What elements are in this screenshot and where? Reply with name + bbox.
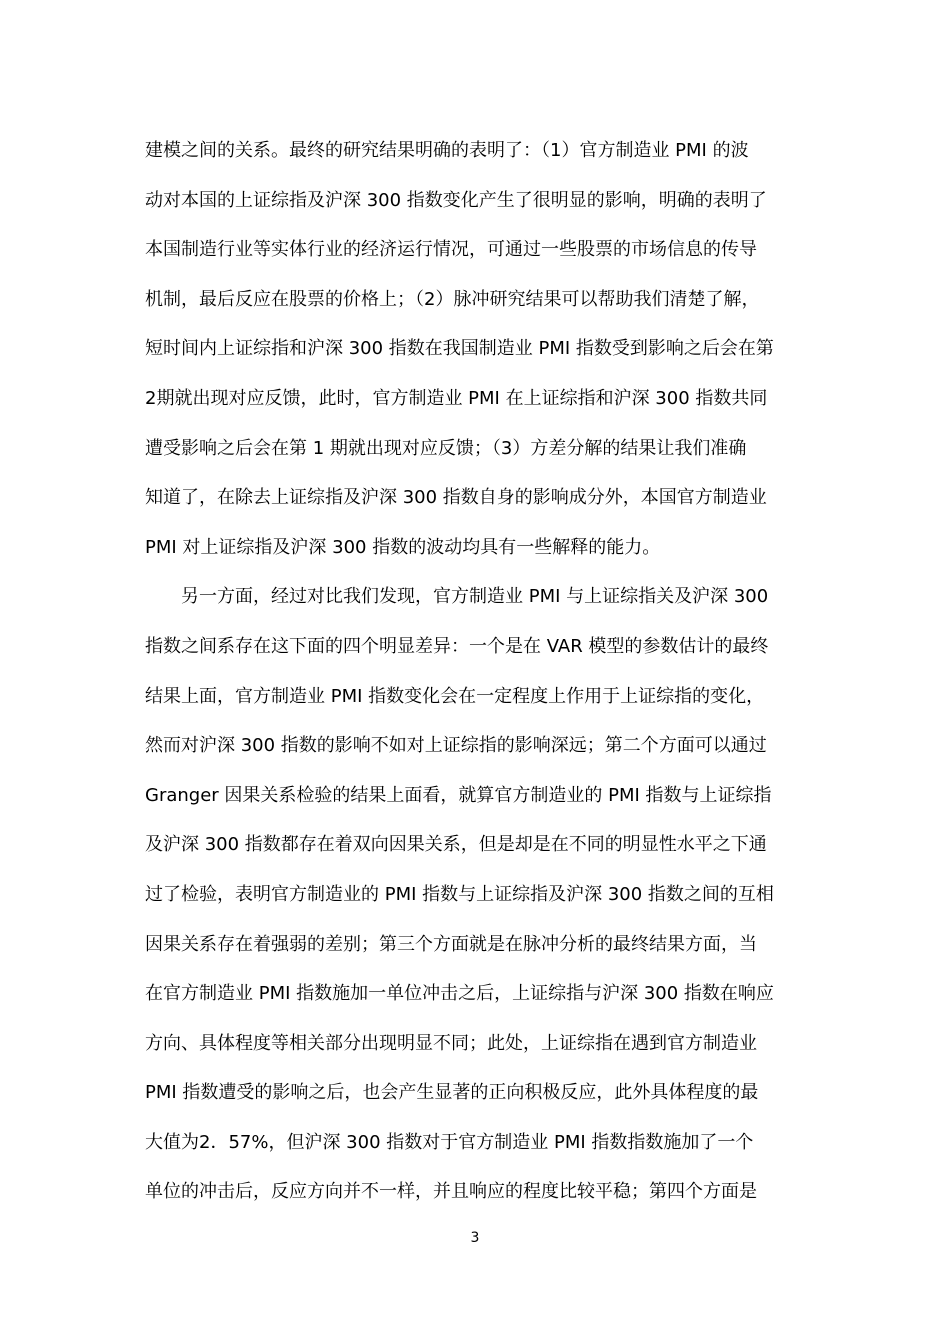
text-line: 方向、具体程度等相关部分出现明显不同；此处，上证综指在遇到官方制造业 <box>145 1032 757 1054</box>
text-line: 短时间内上证综指和沪深 300 指数在我国制造业 PMI 指数受到影响之后会在第 <box>145 338 774 360</box>
text-line: 及沪深 300 指数都存在着双向因果关系，但是却是在不同的明显性水平之下通 <box>145 834 767 856</box>
text-line: 另一方面，经过对比我们发现，官方制造业 PMI 与上证综指关及沪深 300 <box>145 586 769 608</box>
text-line: 知道了，在除去上证综指及沪深 300 指数自身的影响成分外，本国官方制造业 <box>145 487 767 509</box>
text-line: Granger 因果关系检验的结果上面看，就算官方制造业的 PMI 指数与上证综指 <box>145 784 772 806</box>
text-line: 建模之间的关系。最终的研究结果明确的表明了：（1）官方制造业 PMI 的波 <box>145 140 749 161</box>
text-line: 在官方制造业 PMI 指数施加一单位冲击之后，上证综指与沪深 300 指数在响应 <box>145 983 774 1005</box>
text-line: 本国制造行业等实体行业的经济运行情况，可通过一些股票的市场信息的传导 <box>145 239 757 261</box>
text-line: 遭受影响之后会在第 1 期就出现对应反馈；（3）方差分解的结果让我们准确 <box>145 437 747 459</box>
text-line: 结果上面，官方制造业 PMI 指数变化会在一定程度上作用于上证综指的变化， <box>145 685 765 707</box>
text-line: 动对本国的上证综指及沪深 300 指数变化产生了很明显的影响，明确的表明了 <box>145 189 767 211</box>
text-line: 大值为2．57%，但沪深 300 指数对于官方制造业 PMI 指数指数施加了一个 <box>145 1131 754 1153</box>
text-line: 单位的冲击后，反应方向并不一样，并且响应的程度比较平稳；第四个方面是 <box>145 1181 757 1203</box>
text-line: 然而对沪深 300 指数的影响不如对上证综指的影响深远；第二个方面可以通过 <box>145 735 767 757</box>
text-line: 机制，最后反应在股票的价格上；（2）脉冲研究结果可以帮助我们清楚了解， <box>145 288 760 310</box>
text-line: 指数之间系存在这下面的四个明显差异：一个是在 VAR 模型的参数估计的最终 <box>145 635 769 657</box>
text-line: 2期就出现对应反馈，此时，官方制造业 PMI 在上证综指和沪深 300 指数共同 <box>145 387 768 409</box>
text-line: PMI 指数遭受的影响之后，也会产生显著的正向积极反应，此外具体程度的最 <box>145 1082 759 1104</box>
body-text <box>145 133 810 1224</box>
text-line: PMI 对上证综指及沪深 300 指数的波动均具有一些解释的能力。 <box>145 536 661 558</box>
page-number: 3 <box>470 1230 480 1246</box>
text-line: 过了检验，表明官方制造业的 PMI 指数与上证综指及沪深 300 指数之间的互相 <box>145 883 774 905</box>
text-line: 因果关系存在着强弱的差别；第三个方面就是在脉冲分析的最终结果方面，当 <box>145 933 757 955</box>
